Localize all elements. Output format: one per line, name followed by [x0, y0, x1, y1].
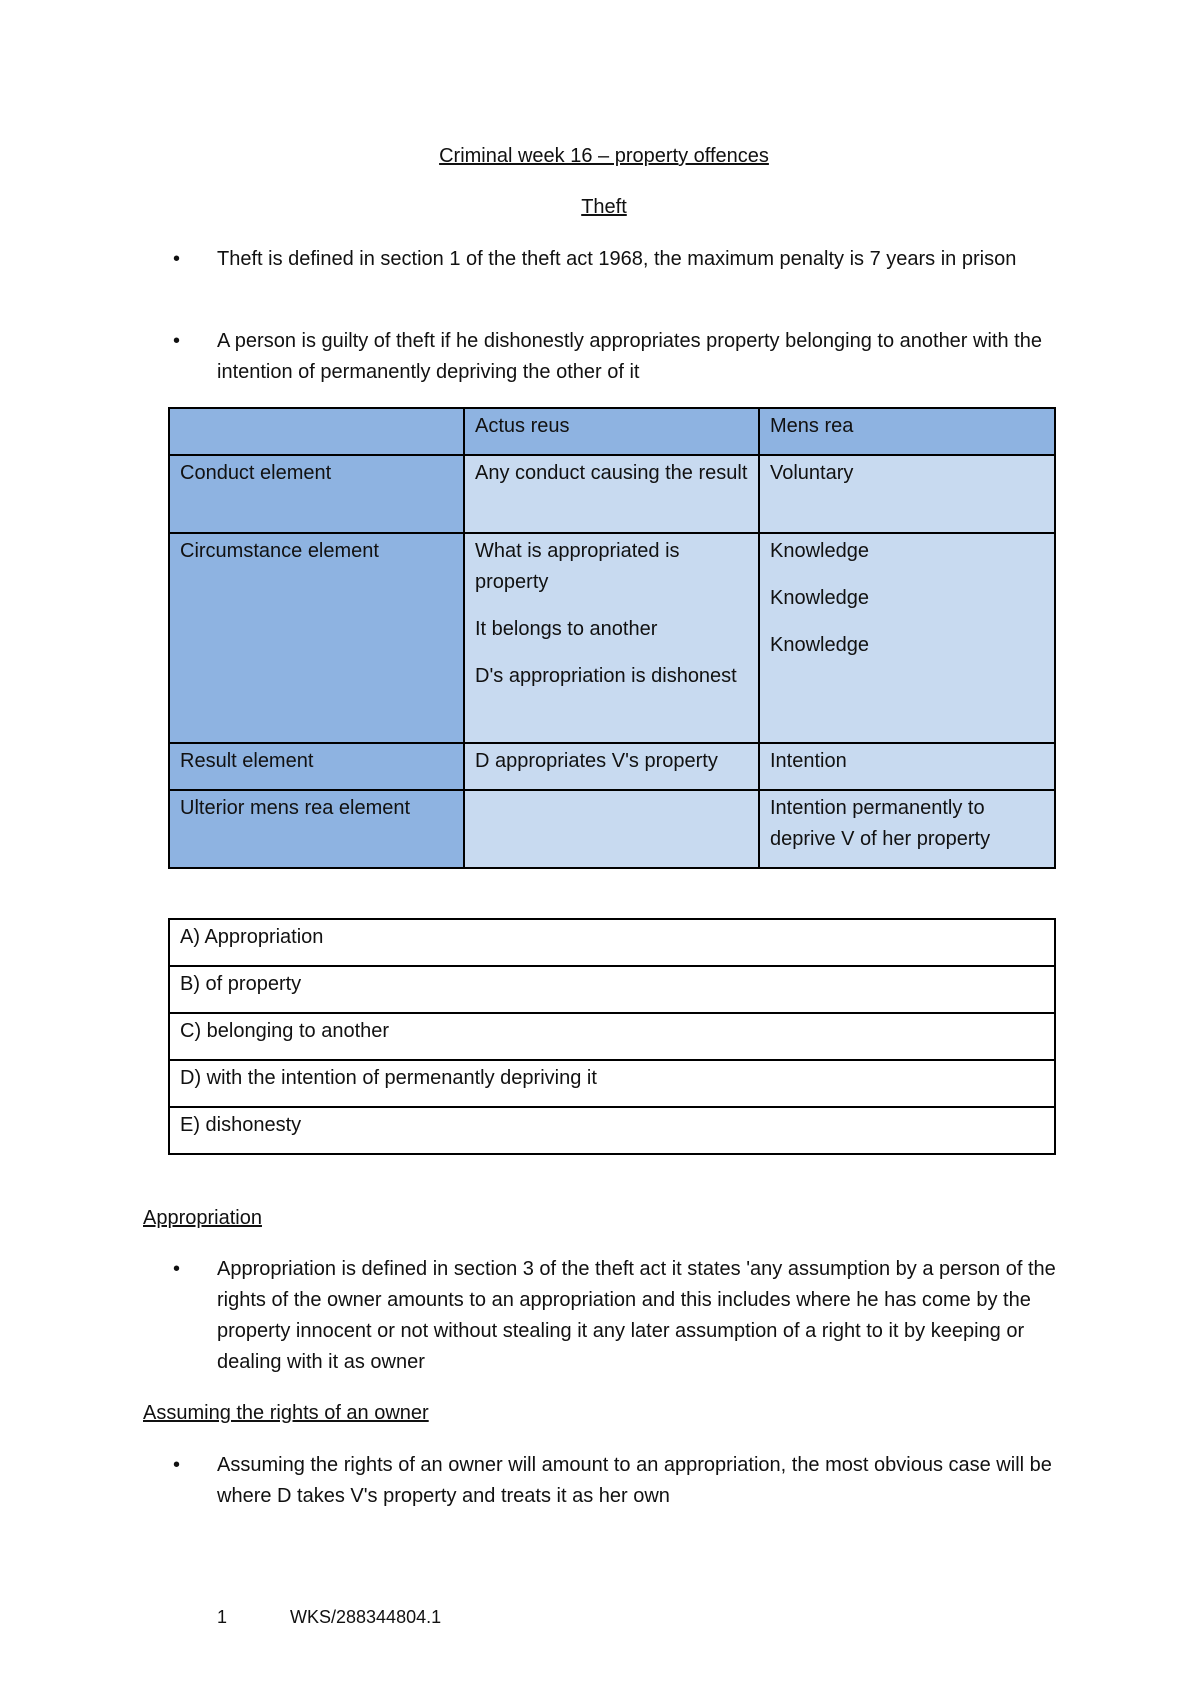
elements-table: [168, 407, 1056, 869]
mens-rea-cell: Voluntary: [759, 455, 1055, 533]
section-heading-theft: Theft: [581, 196, 627, 218]
row-label: Result element: [169, 743, 464, 790]
page-number: 1: [217, 1607, 228, 1627]
cell-line: Knowledge: [770, 587, 869, 609]
component-cell: C) belonging to another: [169, 1013, 1055, 1060]
page-title: Criminal week 16 – property offences: [439, 145, 769, 167]
bullet-icon: •: [173, 1454, 181, 1476]
list-item: Appropriation is defined in section 3 of the theft act it states 'any assumption by a person of the rights of the owner amounts to an appropriation and this includes where he has come by the property innocent or not without stealing it any later assumption of a right to it by keeping or dealing with it as owner: [217, 1258, 1056, 1373]
cell-line: D's appropriation is dishonest: [475, 665, 737, 687]
actus-reus-cell: [464, 533, 759, 743]
table-row: [169, 1013, 1055, 1060]
row-label: Circumstance element: [169, 533, 464, 743]
cell-line: Knowledge: [770, 540, 869, 562]
cell-line: It belongs to another: [475, 618, 658, 640]
table-row: [169, 533, 1055, 743]
component-cell: E) dishonesty: [169, 1107, 1055, 1154]
table-row: [169, 455, 1055, 533]
bullet-icon: •: [173, 330, 181, 352]
actus-reus-cell: [464, 790, 759, 868]
mens-rea-cell: [759, 533, 1055, 743]
table-header-row: [169, 408, 1055, 455]
list-item: Assuming the rights of an owner will amount to an appropriation, the most obvious case will be where D takes V's property and treats it as her own: [217, 1454, 1052, 1507]
section-heading-appropriation: Appropriation: [143, 1207, 262, 1229]
row-label: Conduct element: [169, 455, 464, 533]
component-cell: B) of property: [169, 966, 1055, 1013]
list-item: Theft is defined in section 1 of the theft act 1968, the maximum penalty is 7 years in prison: [217, 248, 1017, 270]
row-label: Ulterior mens rea element: [169, 790, 464, 868]
table-row: [169, 1060, 1055, 1107]
mens-rea-cell: Intention: [759, 743, 1055, 790]
component-cell: A) Appropriation: [169, 919, 1055, 966]
table-header-cell: Mens rea: [759, 408, 1055, 455]
table-header-cell: Actus reus: [464, 408, 759, 455]
bullet-icon: •: [173, 1258, 181, 1280]
cell-line: What is appropriated is property: [475, 540, 680, 593]
list-item: A person is guilty of theft if he dishonestly appropriates property belonging to another with the intention of permanently depriving the other of it: [217, 330, 1042, 383]
table-row: [169, 966, 1055, 1013]
table-header-cell: [169, 408, 464, 455]
actus-reus-cell: Any conduct causing the result: [464, 455, 759, 533]
document-reference: WKS/288344804.1: [290, 1607, 442, 1627]
components-table: [168, 918, 1056, 1155]
table-row: [169, 790, 1055, 868]
bullet-icon: •: [173, 248, 181, 270]
table-row: [169, 919, 1055, 966]
table-row: [169, 743, 1055, 790]
table-row: [169, 1107, 1055, 1154]
cell-line: Knowledge: [770, 634, 869, 656]
section-heading-assuming-rights: Assuming the rights of an owner: [143, 1402, 429, 1424]
component-cell: D) with the intention of permenantly depriving it: [169, 1060, 1055, 1107]
mens-rea-cell: Intention permanently to deprive V of her property: [759, 790, 1055, 868]
actus-reus-cell: D appropriates V's property: [464, 743, 759, 790]
